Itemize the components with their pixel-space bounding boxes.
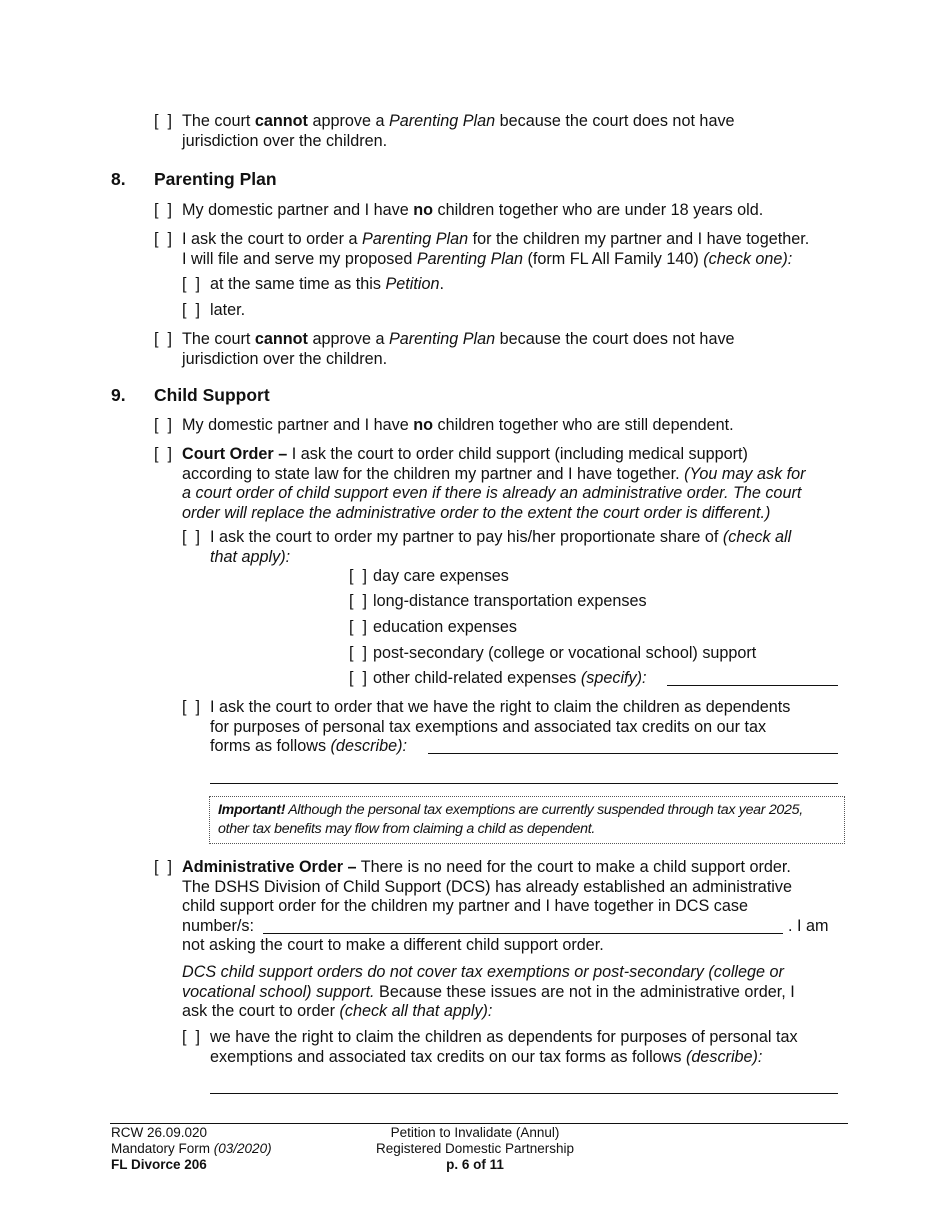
- checkbox-same-time[interactable]: [ ]: [182, 275, 200, 293]
- text-italic: Parenting Plan: [361, 230, 469, 248]
- text: we have the right to claim the children as dependents for purposes of personal tax: [210, 1028, 798, 1046]
- item-cannot-approve: [182, 330, 735, 369]
- item-no-dependent: [182, 416, 734, 436]
- footer-left: [111, 1125, 272, 1173]
- checkbox-cannot-approve-top[interactable]: [ ]: [154, 112, 172, 130]
- footer-title-1: Petition to Invalidate (Annul): [390, 1125, 560, 1140]
- footer-mandatory: [111, 1141, 272, 1157]
- text: children together who are still dependent.: [433, 416, 734, 434]
- text: I ask the court to order that we have the right to claim the children as dependents: [210, 698, 791, 716]
- footer-divider: [110, 1123, 848, 1124]
- checkbox-expense-post-secondary[interactable]: [ ]: [349, 644, 367, 662]
- text-bold: no: [413, 416, 434, 434]
- text: I ask the court to order child support (including medical support): [287, 445, 748, 463]
- item-admin-tax-claim: [210, 1028, 798, 1067]
- footer-center: [335, 1125, 615, 1173]
- text-italic: (You may ask for: [684, 464, 806, 483]
- text-italic: Parenting Plan: [416, 249, 524, 268]
- text-italic: (03/2020): [213, 1141, 272, 1156]
- text: other tax benefits may flow from claiming a child as dependent.: [218, 821, 595, 837]
- text: I ask the court to order a: [182, 230, 362, 248]
- checkbox-tax-claim[interactable]: [ ]: [182, 698, 200, 716]
- text-italic: a court order of child support even if there is already an administrative order. The court: [182, 484, 802, 502]
- section-9-number: 9.: [111, 385, 126, 405]
- checkbox-cannot-approve[interactable]: [ ]: [154, 330, 172, 348]
- dcs-note: [182, 963, 842, 1022]
- text-italic: Parenting Plan: [388, 330, 496, 348]
- text-italic: DCS child support orders do not cover tax exemptions or post-secondary (college or: [182, 963, 784, 981]
- text-italic: (check one):: [703, 249, 793, 268]
- text: There is no need for the court to make a child support order.: [356, 858, 791, 876]
- dcs-case-number-blank[interactable]: [263, 933, 783, 934]
- expense-day-care: day care expenses: [373, 567, 509, 585]
- expense-education: education expenses: [373, 618, 517, 636]
- expense-other: [373, 669, 647, 689]
- checkbox-expense-transport[interactable]: [ ]: [349, 592, 367, 610]
- text-italic: Petition: [385, 275, 440, 293]
- text: My domestic partner and I have: [182, 416, 414, 434]
- option-same-time: [210, 275, 444, 295]
- text: according to state law for the children my partner and I have together.: [182, 464, 685, 483]
- text-bold: Court Order –: [182, 445, 288, 463]
- tax-claim-blank-2[interactable]: [210, 783, 838, 784]
- text-italic: (check all: [722, 528, 792, 546]
- checkbox-court-order[interactable]: [ ]: [154, 445, 172, 463]
- text-bold: Administrative Order –: [182, 858, 357, 876]
- text-bold: cannot: [254, 112, 308, 130]
- checkbox-expense-other[interactable]: [ ]: [349, 669, 367, 687]
- admin-order-i-am: . I am: [788, 917, 829, 935]
- text-italic: order will replace the administrative order to the extent the court order is different.): [182, 503, 771, 522]
- text-italic: Parenting Plan: [388, 112, 496, 130]
- text: because the court does not have: [495, 112, 735, 130]
- section-8-number: 8.: [111, 169, 126, 189]
- option-later: later.: [210, 301, 246, 319]
- text-bold: cannot: [254, 330, 308, 348]
- text: because the court does not have: [495, 330, 735, 348]
- text: jurisdiction over the children.: [182, 349, 388, 368]
- text-italic: (check all that apply):: [339, 1002, 493, 1020]
- text: I will file and serve my proposed: [182, 249, 417, 268]
- text: The DSHS Division of Child Support (DCS) has already established an administrative: [182, 877, 793, 896]
- text: (form FL All Family 140): [523, 249, 704, 268]
- item-tax-claim: [210, 698, 790, 757]
- checkbox-later[interactable]: [ ]: [182, 301, 200, 319]
- text-bold: no: [413, 201, 434, 219]
- checkbox-expense-day-care[interactable]: [ ]: [349, 567, 367, 585]
- text-italic: (describe):: [330, 737, 408, 755]
- checkbox-no-children-18[interactable]: [ ]: [154, 201, 172, 219]
- text: children together who are under 18 years old.: [433, 201, 764, 219]
- text: The court: [182, 330, 255, 348]
- text: not asking the court to make a different child support order.: [182, 936, 604, 954]
- checkbox-admin-order[interactable]: [ ]: [154, 858, 172, 876]
- text: ask the court to order: [182, 1002, 340, 1020]
- checkbox-expense-education[interactable]: [ ]: [349, 618, 367, 636]
- text: for purposes of personal tax exemptions and associated tax credits on our tax: [210, 717, 767, 736]
- expense-post-secondary: post-secondary (college or vocational school) support: [373, 644, 757, 662]
- item-no-children-18: [182, 201, 763, 221]
- section-9-title: Child Support: [154, 385, 270, 405]
- text: approve a: [307, 112, 389, 130]
- text: other child-related expenses: [373, 669, 581, 687]
- footer-rcw: RCW 26.09.020: [111, 1125, 208, 1140]
- text: forms as follows: [210, 737, 331, 755]
- section-8-title: Parenting Plan: [154, 169, 277, 189]
- text: Although the personal tax exemptions are currently suspended through tax year 2025,: [285, 802, 803, 818]
- text: at the same time as this: [210, 275, 386, 293]
- footer-title-2: Registered Domestic Partnership: [375, 1141, 575, 1156]
- text: child support order for the children my partner and I have together in DCS case: [182, 897, 748, 915]
- text: My domestic partner and I have: [182, 201, 414, 219]
- checkbox-ask-parenting-plan[interactable]: [ ]: [154, 230, 172, 248]
- text: jurisdiction over the children.: [182, 131, 388, 150]
- item-cannot-approve-top: [182, 112, 735, 151]
- text-italic: vocational school) support.: [182, 982, 375, 1001]
- item-ask-parenting-plan: [182, 230, 809, 269]
- text: Mandatory Form: [111, 1141, 214, 1156]
- tax-claim-blank-1[interactable]: [428, 753, 838, 754]
- text: I ask the court to order my partner to pay his/her proportionate share of: [210, 528, 723, 546]
- text: exemptions and associated tax credits on our tax forms as follows: [210, 1047, 686, 1066]
- important-note: [209, 796, 845, 844]
- expense-transport: long-distance transportation expenses: [373, 592, 647, 610]
- item-admin-order: [182, 858, 842, 956]
- footer-form-id: FL Divorce 206: [111, 1157, 207, 1172]
- text: approve a: [307, 330, 389, 348]
- admin-tax-claim-blank[interactable]: [210, 1093, 838, 1094]
- text: number/s:: [182, 916, 254, 935]
- item-court-order: [182, 445, 842, 523]
- text-bold: Important!: [218, 802, 286, 818]
- checkbox-admin-tax-claim[interactable]: [ ]: [182, 1028, 200, 1046]
- text-italic: that apply):: [210, 547, 291, 566]
- text: .: [439, 275, 444, 293]
- item-proportionate-share: [210, 528, 791, 567]
- footer-page-number: p. 6 of 11: [446, 1157, 504, 1172]
- text-italic: (specify):: [580, 669, 647, 687]
- text: The court: [182, 112, 255, 130]
- checkbox-no-dependent[interactable]: [ ]: [154, 416, 172, 434]
- text-italic: (describe):: [685, 1047, 763, 1066]
- text: for the children my partner and I have together.: [468, 230, 810, 248]
- other-expenses-blank[interactable]: [667, 685, 838, 686]
- text: Because these issues are not in the administrative order, I: [374, 982, 795, 1001]
- checkbox-proportionate-share[interactable]: [ ]: [182, 528, 200, 546]
